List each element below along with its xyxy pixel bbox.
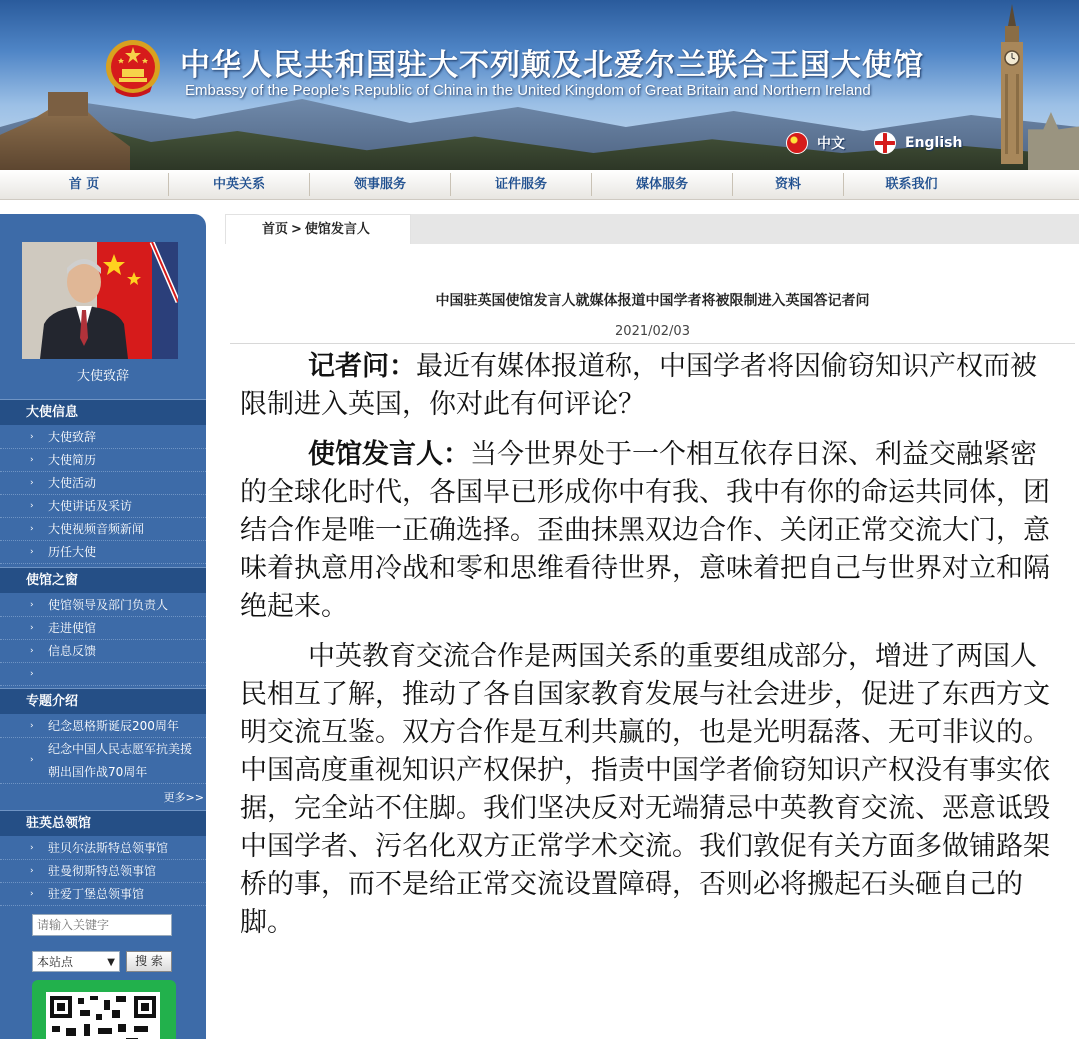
nav-contact-us[interactable]: 联系我们: [885, 177, 938, 192]
site-scope-value: 本站点: [37, 955, 74, 969]
site-scope-select[interactable]: [32, 951, 120, 972]
sidebar-link-label: 大使致辞: [48, 430, 97, 444]
sidebar-link-label: 纪念中国人民志愿军抗美援朝出国作战70周年: [48, 742, 193, 779]
answer-label: 使馆发言人：: [308, 439, 470, 470]
section-ambassador-info: 大使信息: [0, 399, 206, 425]
nav-document-services[interactable]: 证件服务: [494, 177, 547, 192]
sidebar-link-label: 驻爱丁堡总领事馆: [48, 887, 145, 901]
arrow-right-icon: ›: [30, 478, 34, 488]
sidebar-link-video-audio-news[interactable]: [0, 518, 206, 541]
parliament-building-graphic: [1028, 112, 1079, 170]
sidebar-link-label: 驻贝尔法斯特总领事馆: [48, 841, 169, 855]
nav-home[interactable]: 首 页: [68, 177, 100, 192]
section-embassy-window: 使馆之窗: [0, 567, 206, 593]
sidebar-link-volunteer-army-anniversary[interactable]: [0, 738, 206, 784]
breadcrumb-current[interactable]: 使馆发言人: [304, 222, 370, 237]
article-answer: [240, 436, 1060, 626]
sidebar-link-feedback[interactable]: [0, 640, 206, 663]
sidebar-link-speeches-interviews[interactable]: [0, 495, 206, 518]
article-divider: [230, 343, 1075, 344]
sidebar-link-label: 大使讲话及采访: [48, 499, 133, 513]
nav-media-services[interactable]: 媒体服务: [635, 177, 688, 192]
article-date: 2021/02/03: [615, 324, 690, 339]
sidebar-link-engels-anniversary[interactable]: [0, 715, 206, 738]
arrow-right-icon: ›: [30, 547, 34, 557]
language-chinese-link[interactable]: [786, 132, 845, 154]
big-ben-icon: [995, 4, 1029, 164]
sidebar-link-label: 驻曼彻斯特总领事馆: [48, 864, 157, 878]
qr-code-icon: [46, 992, 160, 1039]
sidebar-link-ambassador-activities[interactable]: [0, 472, 206, 495]
arrow-right-icon: ›: [30, 669, 34, 679]
sidebar-link-embassy-leaders[interactable]: [0, 594, 206, 617]
arrow-right-icon: ›: [30, 755, 34, 765]
breadcrumb-home[interactable]: 首页: [262, 222, 289, 237]
breadcrumb: [225, 214, 411, 244]
sidebar-link-manchester-consulate[interactable]: [0, 860, 206, 883]
dropdown-arrow-icon: ▼: [107, 957, 115, 968]
sidebar-link-edinburgh-consulate[interactable]: [0, 883, 206, 906]
question-text: 最近有媒体报道称，中国学者将因偷窃知识产权而被限制进入英国，你对此有何评论？: [240, 351, 1037, 420]
arrow-right-icon: ›: [30, 501, 34, 511]
language-english-label: English: [905, 135, 963, 151]
nav-resources[interactable]: 资料: [774, 177, 801, 192]
more-link[interactable]: 更多>>: [163, 791, 204, 804]
arrow-right-icon: ›: [30, 432, 34, 442]
sidebar: [0, 214, 206, 1039]
arrow-right-icon: ›: [30, 721, 34, 731]
arrow-right-icon: ›: [30, 455, 34, 465]
search-input[interactable]: [32, 914, 172, 936]
sidebar-link-belfast-consulate[interactable]: [0, 837, 206, 860]
arrow-right-icon: ›: [30, 646, 34, 656]
breadcrumb-separator: >: [291, 222, 302, 237]
language-english-link[interactable]: [874, 132, 962, 154]
sidebar-link-label: 纪念恩格斯诞辰200周年: [48, 719, 179, 733]
sidebar-link-label: 历任大使: [48, 545, 97, 559]
sidebar-link-empty[interactable]: [0, 663, 206, 686]
uk-flag-icon: [874, 132, 896, 154]
national-emblem-icon: [104, 38, 162, 100]
nav-consular-services[interactable]: 领事服务: [353, 177, 406, 192]
great-wall-tower: [48, 92, 88, 116]
china-flag-icon: [786, 132, 808, 154]
qr-code-panel: [32, 980, 176, 1039]
article-body: [240, 348, 1060, 954]
article-question: [240, 348, 1060, 424]
arrow-right-icon: ›: [30, 889, 34, 899]
header-banner: [0, 0, 1079, 170]
sidebar-link-label: 大使视频音频新闻: [48, 522, 145, 536]
section-special-topics: 专题介绍: [0, 688, 206, 714]
section-consulates: 驻英总领馆: [0, 810, 206, 836]
sidebar-link-label: 大使简历: [48, 453, 97, 467]
arrow-right-icon: ›: [30, 524, 34, 534]
arrow-right-icon: ›: [30, 866, 34, 876]
nav-china-uk-relations[interactable]: 中英关系: [212, 177, 265, 192]
main-nav: [0, 170, 1079, 200]
answer-text: 当今世界处于一个相互依存日深、利益交融紧密的全球化时代，各国早已形成你中有我、我中有你的命运共同体，团结合作是唯一正确选择。歪曲抹黑双边合作、关闭正常交流大门，意味着执意用冷战和零和思维看待世界，意味着把自己与世界对立和隔绝起来。: [240, 439, 1050, 622]
article-paragraph: 中英教育交流合作是两国关系的重要组成部分，增进了两国人民相互了解，推动了各自国家教育发展与社会进步，促进了东西方文明交流互鉴。双方合作是互利共赢的，也是光明磊落、无可非议的。中国高度重视知识产权保护，指责中国学者偷窃知识产权没有事实依据，完全站不住脚。我们坚决反对无端猜忌中英教育交流、恶意诋毁中国学者、污名化双方正常学术交流。我们敦促有关方面多做铺路架桥的事，而不是给正常交流设置障碍，否则必将搬起石头砸自己的脚。: [240, 641, 1050, 938]
language-chinese-label: 中文: [817, 136, 845, 152]
sidebar-link-about-embassy[interactable]: [0, 617, 206, 640]
sidebar-link-ambassador-speech[interactable]: [0, 426, 206, 449]
embassy-title-english: Embassy of the People's Republic of China in the United Kingdom of Great Britain and Northern Ireland: [185, 82, 871, 99]
question-label: 记者问：: [308, 351, 416, 382]
sidebar-link-label: 信息反馈: [48, 644, 97, 658]
sidebar-link-label: 走进使馆: [48, 621, 97, 635]
sidebar-link-label: 大使活动: [48, 476, 97, 490]
sidebar-link-former-ambassadors[interactable]: [0, 541, 206, 564]
search-button[interactable]: 搜 索: [126, 951, 172, 972]
embassy-title-chinese: 中华人民共和国驻大不列颠及北爱尔兰联合王国大使馆: [180, 48, 924, 83]
sidebar-link-label: 使馆领导及部门负责人: [48, 598, 169, 612]
arrow-right-icon: ›: [30, 600, 34, 610]
arrow-right-icon: ›: [30, 623, 34, 633]
ambassador-caption[interactable]: 大使致辞: [76, 369, 129, 384]
sidebar-link-ambassador-bio[interactable]: [0, 449, 206, 472]
arrow-right-icon: ›: [30, 843, 34, 853]
ambassador-photo[interactable]: [22, 242, 178, 359]
article-title: 中国驻英国使馆发言人就媒体报道中国学者将被限制进入英国答记者问: [435, 293, 870, 309]
